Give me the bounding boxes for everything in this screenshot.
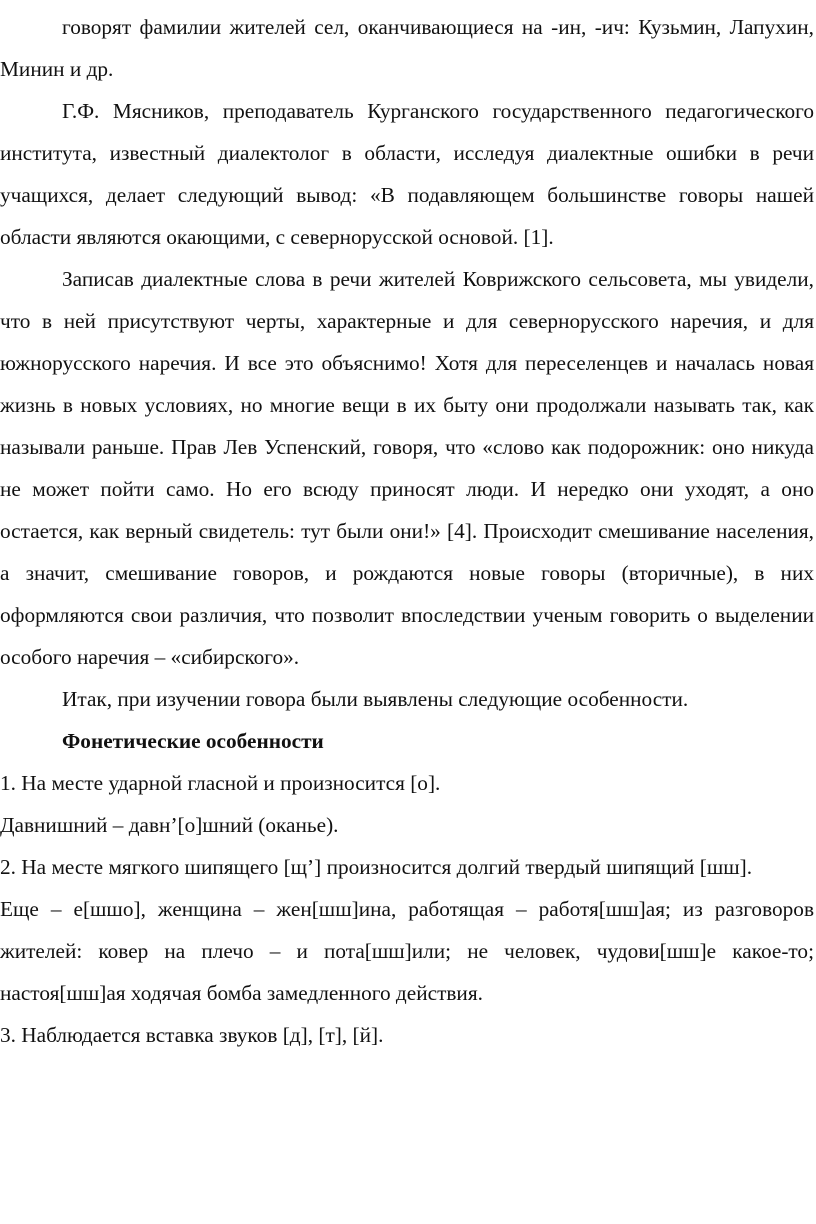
paragraph-kovrizhsky: Записав диалектные слова в речи жителей Коврижского сельсовета, мы увидели, что в ней присутствуют черты, характерные и для севернорусского наречия, и для южнорусского наречия. И все это объяснимо! Хотя для переселенцев и началась новая жизнь в новых условиях, но многие вещи в их быту они продолжали называть так, как называли раньше. Прав Лев Успенский, говоря, что «слово как подорожник: оно никуда не может пойти само. Но его всюду приносят люди. И нередко они уходят, а оно остается, как верный свидетель: тут были они!» [4]. Происходит смешивание населения, а значит, смешивание говоров, и рождаются новые говоры (вторичные), в них оформляются свои различия, что позволит впоследствии ученым говорить о выделении особого наречия – «сибирского». xyxy=(0,267,814,669)
list-item-3: 3. Наблюдается вставка звуков [д], [т], [й]. xyxy=(0,1023,384,1047)
paragraph-myasnikov: Г.Ф. Мясников, преподаватель Курганского государственного педагогического института, известный диалектолог в области, исследуя диалектные ошибки в речи учащихся, делает следующий вывод: «В подавляющем большинстве говоры нашей области являются окающими, с севернорусской основой. [1]. xyxy=(0,99,814,249)
paragraph-surnames: говорят фамилии жителей сел, оканчивающиеся на -ин, -ич: Кузьмин, Лапухин, Минин и др. xyxy=(0,15,814,81)
section-heading-phonetic: Фонетические особенности xyxy=(62,729,324,753)
list-item-2: 2. На месте мягкого шипящего [щ’] произносится долгий твердый шипящий [шш]. xyxy=(0,855,753,879)
list-item-1: 1. На месте ударной гласной и произносится [о]. xyxy=(0,771,441,795)
example-1: Давнишний – давн’[о]шний (оканье). xyxy=(0,813,339,837)
paragraph-summary: Итак, при изучении говора были выявлены следующие особенности. xyxy=(62,687,689,711)
example-2: Еще – е[шшо], женщина – жен[шш]ина, работящая – работя[шш]ая; из разговоров жителей: ковер на плечо – и пота[шш]или; не человек, чудови[шш]е какое-то; настоя[шш]ая ходячая бомба замедленного действия. xyxy=(0,897,814,1005)
